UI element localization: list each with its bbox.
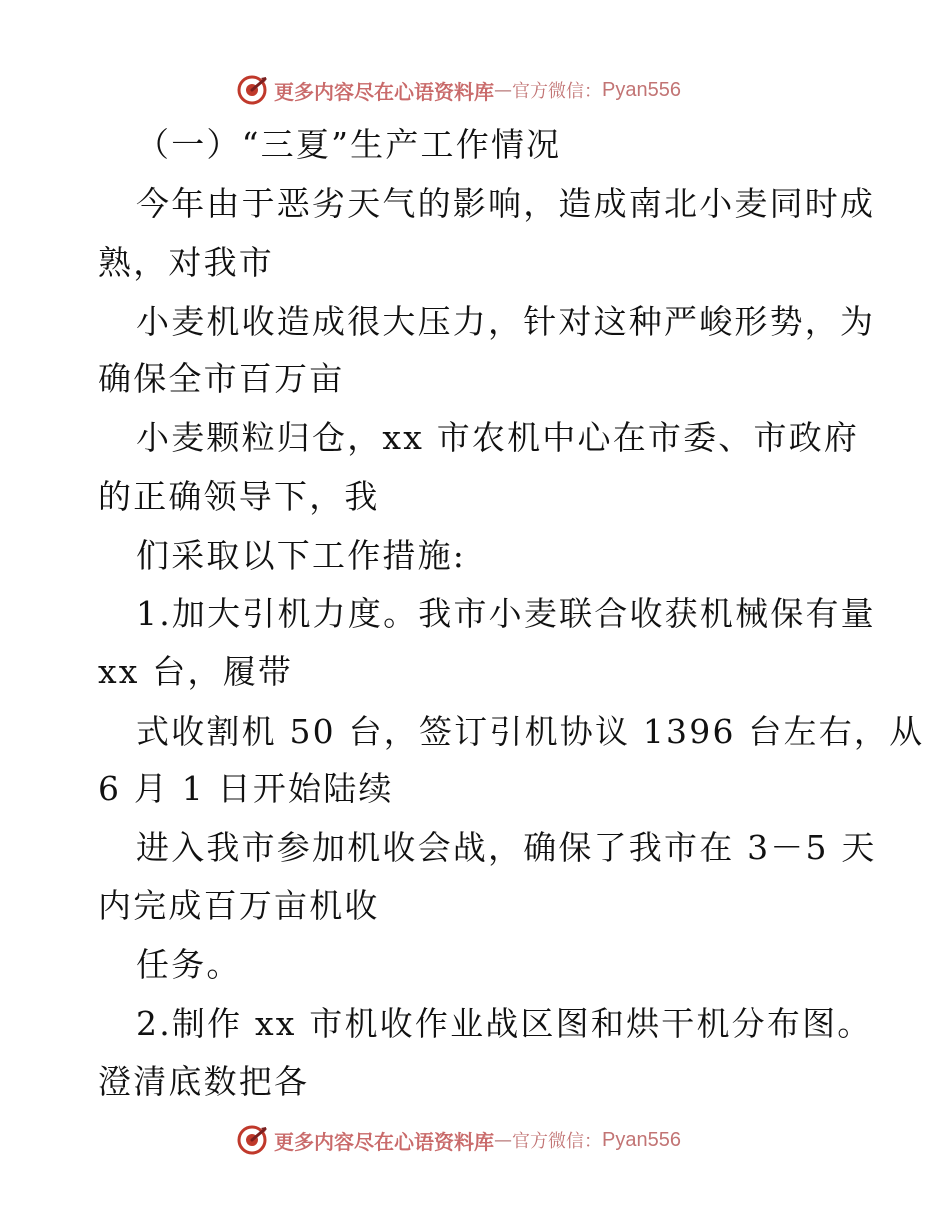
brand-logo-icon xyxy=(236,1124,268,1156)
brand-logo-icon xyxy=(236,74,268,106)
banner-wechat-id: Pyan556 xyxy=(602,78,681,101)
paragraph-line: 熟，对我市 xyxy=(98,243,274,282)
paragraph-line: 们采取以下工作措施: xyxy=(136,536,467,575)
section-heading: （一）“三夏”生产工作情况 xyxy=(136,125,562,164)
paragraph-line: 1.加大引机力度。我市小麦联合收获机械保有量 xyxy=(136,594,876,633)
paragraph-line: 确保全市百万亩 xyxy=(98,359,345,398)
paragraph-line: xx 台，履带 xyxy=(98,652,294,691)
banner-lead-text: 更多内容尽在心语资料库 xyxy=(274,79,494,104)
banner-wechat-id: Pyan556 xyxy=(602,1128,681,1151)
banner-wechat-label: 官方微信： xyxy=(512,1131,602,1152)
header-banner xyxy=(236,72,681,108)
paragraph-line: 内完成百万亩机收 xyxy=(98,886,380,925)
paragraph-line: 今年由于恶劣天气的影响，造成南北小麦同时成 xyxy=(136,184,876,223)
banner-wechat-label: 官方微信： xyxy=(512,81,602,102)
paragraph-line: 进入我市参加机收会战，确保了我市在 3－5 天 xyxy=(136,828,877,867)
paragraph-line: 的正确领导下，我 xyxy=(98,477,380,516)
banner-dash: — xyxy=(494,79,512,101)
paragraph-line: 2.制作 xx 市机收作业战区图和烘干机分布图。 xyxy=(136,1004,873,1043)
banner-lead-text: 更多内容尽在心语资料库 xyxy=(274,1129,494,1154)
paragraph-line: 小麦颗粒归仓，xx 市农机中心在市委、市政府 xyxy=(136,418,860,457)
paragraph-line: 式收割机 50 台，签订引机协议 1396 台左右，从 xyxy=(136,712,925,751)
paragraph-line: 小麦机收造成很大压力，针对这种严峻形势，为 xyxy=(136,302,876,341)
paragraph-line: 任务。 xyxy=(136,945,242,984)
footer-banner xyxy=(236,1122,681,1158)
banner-dash: — xyxy=(494,1129,512,1151)
paragraph-line: 6 月 1 日开始陆续 xyxy=(98,769,394,808)
paragraph-line: 澄清底数把各 xyxy=(98,1062,310,1101)
